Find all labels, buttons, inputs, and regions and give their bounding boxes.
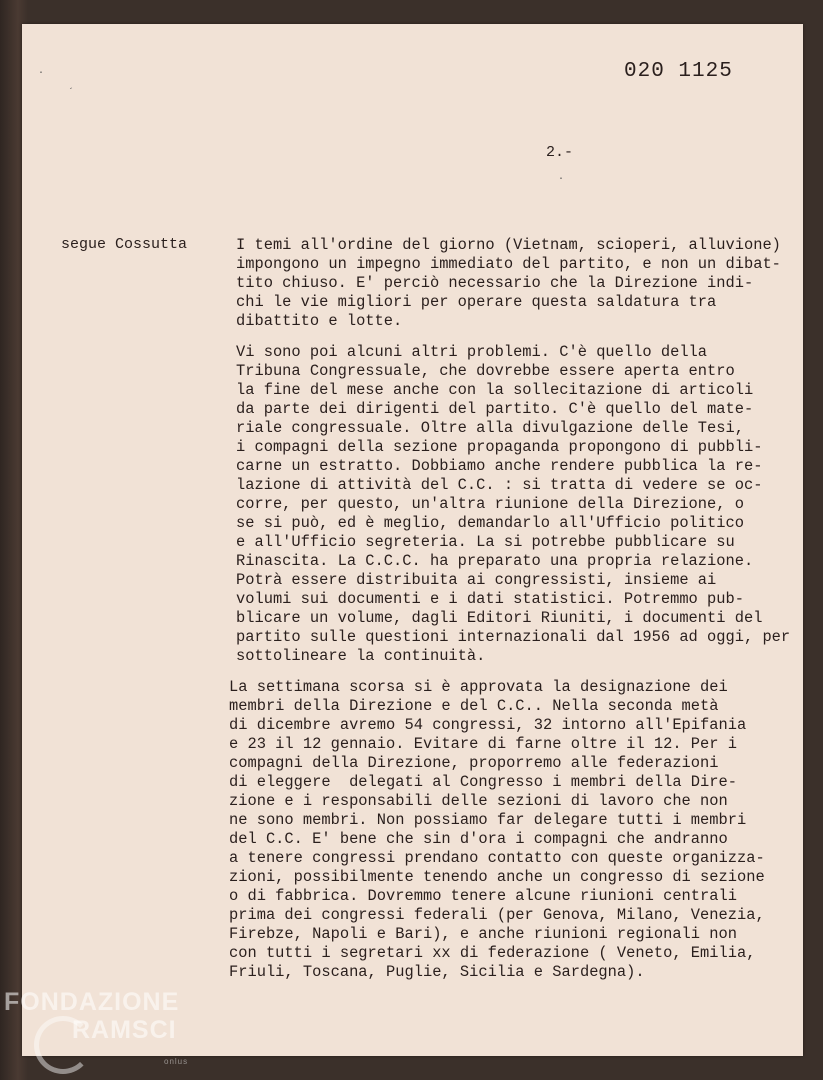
text-line: prima dei congressi federali (per Genova, Milano, Venezia,: [229, 906, 765, 924]
text-line: riale congressuale. Oltre alla divulgazione delle Tesi,: [236, 419, 744, 437]
text-line: tito chiuso. E' perciò necessario che la Direzione indi-: [236, 274, 754, 292]
text-line: La settimana scorsa si è approvata la designazione dei: [229, 678, 728, 696]
text-line: ne sono membri. Non possiamo far delegare tutti i membri: [229, 811, 747, 829]
watermark-line-2: RAMSCI: [72, 1016, 177, 1044]
paragraph-2: [229, 343, 804, 666]
text-line: zione e i responsabili delle sezioni di lavoro che non: [229, 792, 728, 810]
text-line: Friuli, Toscana, Puglie, Sicilia e Sardegna).: [229, 963, 645, 981]
text-line: Firebze, Napoli e Bari), e anche riunioni regionali non: [229, 925, 737, 943]
text-line: Tribuna Congressuale, che dovrebbe essere aperta entro: [236, 362, 735, 380]
text-line: corre, per questo, un'altra riunione della Direzione, o: [236, 495, 744, 513]
watermark-onlus: onlus: [164, 1057, 189, 1066]
ink-speck: ´: [68, 88, 75, 99]
text-line: dibattito e lotte.: [236, 312, 403, 330]
watermark-g-logo-icon: [34, 1016, 92, 1074]
text-line: e all'Ufficio segreteria. La si potrebbe pubblicare su: [236, 533, 735, 551]
text-line: con tutti i segretari xx di federazione ( Veneto, Emilia,: [229, 944, 756, 962]
text-line: chi le vie migliori per operare questa saldatura tra: [236, 293, 717, 311]
text-line: di dicembre avremo 54 congressi, 32 intorno all'Epifania: [229, 716, 747, 734]
page-number: 2.-: [546, 144, 574, 161]
text-line: membri della Direzione e del C.C.. Nella seconda metà: [229, 697, 719, 715]
text-line: zioni, possibilmente tenendo anche un congresso di sezione: [229, 868, 765, 886]
text-line: Rinascita. La C.C.C. ha preparato una propria relazione.: [236, 552, 754, 570]
text-line: di eleggere delegati al Congresso i membri della Dire-: [229, 773, 737, 791]
ink-speck: .: [38, 66, 45, 77]
text-line: lazione di attività del C.C. : si tratta di vedere se oc-: [236, 476, 763, 494]
text-line: impongono un impegno immediato del partito, e non un dibat-: [236, 255, 781, 273]
speaker-label: segue Cossutta: [61, 236, 188, 253]
text-line: Potrà essere distribuita ai congressisti, insieme ai: [236, 571, 717, 589]
text-line: I temi all'ordine del giorno (Vietnam, scioperi, alluvione): [236, 236, 781, 254]
ink-speck: .: [558, 172, 565, 183]
text-line: sottolineare la continuità.: [236, 647, 486, 665]
text-line: carne un estratto. Dobbiamo anche rendere pubblica la re-: [236, 457, 763, 475]
text-line: del C.C. E' bene che sin d'ora i compagni che andranno: [229, 830, 728, 848]
text-line: o di fabbrica. Dovremmo tenere alcune riunioni centrali: [229, 887, 737, 905]
text-line: a tenere congressi prendano contatto con queste organizza-: [229, 849, 765, 867]
paragraph-1: [229, 236, 804, 331]
text-line: la fine del mese anche con la sollecitazione di articoli: [236, 381, 754, 399]
text-line: e 23 il 12 gennaio. Evitare di farne oltre il 12. Per i: [229, 735, 737, 753]
watermark-line-1: FONDAZIONE: [4, 988, 180, 1016]
text-line: compagni della Direzione, proporremo alle federazioni: [229, 754, 719, 772]
paragraph-3: [229, 678, 804, 982]
text-line: Vi sono poi alcuni altri problemi. C'è quello della: [236, 343, 708, 361]
text-line: partito sulle questioni internazionali dal 1956 ad oggi, per: [236, 628, 791, 646]
text-line: se si può, ed è meglio, demandarlo all'Ufficio politico: [236, 514, 744, 532]
text-line: volumi sui documenti e i dati statistici. Potremmo pub-: [236, 590, 744, 608]
typed-text-body: [229, 236, 804, 994]
fondazione-gramsci-watermark: [4, 988, 189, 1066]
text-line: i compagni della sezione propaganda propongono di pubbli-: [236, 438, 763, 456]
text-line: da parte dei dirigenti del partito. C'è quello del mate-: [236, 400, 754, 418]
text-line: blicare un volume, dagli Editori Riuniti, i documenti del: [236, 609, 763, 627]
archive-number: 020 1125: [624, 60, 733, 83]
